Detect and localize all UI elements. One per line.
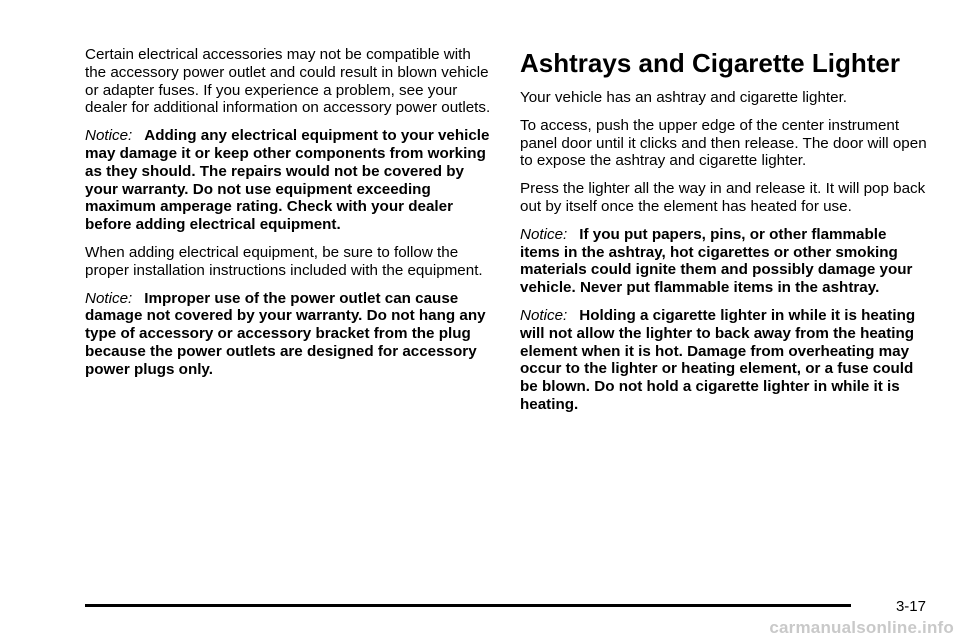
notice-text: Holding a cigarette lighter in while it is heating will not allow the lighter to back away from the heating element when it is hot. Damage from overheating may occur to the lighter or heating element, or a fuse could be blown. Do not hold a cigarette lighter in while it is heating. (520, 306, 916, 413)
notice-flammable-items (520, 226, 930, 297)
compatibility-paragraph: Certain electrical accessories may not be compatible with the accessory power outlet and could result in blown vehicle or adapter fuses. If you experience a problem, see your dealer for additional information on accessory power outlets. (85, 46, 491, 117)
access-paragraph: To access, push the upper edge of the center instrument panel door until it clicks and then release. The door will open to expose the ashtray and cigarette lighter. (520, 116, 927, 170)
section-heading: Ashtrays and Cigarette Lighter (520, 48, 900, 78)
notice-label: Notice: (85, 289, 133, 307)
intro-paragraph: Your vehicle has an ashtray and cigarette lighter. (520, 89, 848, 106)
notice-text: If you put papers, pins, or other flammable items in the ashtray, hot cigarettes or other smoking materials could ignite them and possibly damage your vehicle. Never put flammable items in the ashtray. (520, 225, 913, 297)
watermark: carmanualsonline.info (769, 618, 954, 637)
left-column (85, 46, 495, 389)
notice-label: Notice: (520, 225, 568, 243)
page-number: 3-17 (895, 598, 926, 615)
right-column (520, 46, 930, 424)
lighter-paragraph: Press the lighter all the way in and release it. It will pop back out by itself once the element has heated for use. (520, 180, 926, 215)
footer-rule (85, 604, 851, 607)
notice-holding-lighter (520, 307, 930, 414)
installation-paragraph: When adding electrical equipment, be sure to follow the proper installation instructions included with the equipment. (85, 243, 483, 279)
notice-label: Notice: (85, 127, 133, 145)
notice-text: Adding any electrical equipment to your vehicle may damage it or keep other components from working as they should. The repairs would not be covered by your warranty. Do not use equipment exceeding maximum amperage rating. Check with your dealer before adding electrical equipment. (85, 127, 490, 234)
notice-electrical-equipment (85, 127, 495, 234)
notice-label: Notice: (520, 306, 568, 324)
notice-power-outlet (85, 290, 495, 379)
notice-text: Improper use of the power outlet can cause damage not covered by your warranty. Do not hang any type of accessory or accessory bracket from the plug because the power outlets are designed for accessory power plugs only. (85, 289, 486, 378)
